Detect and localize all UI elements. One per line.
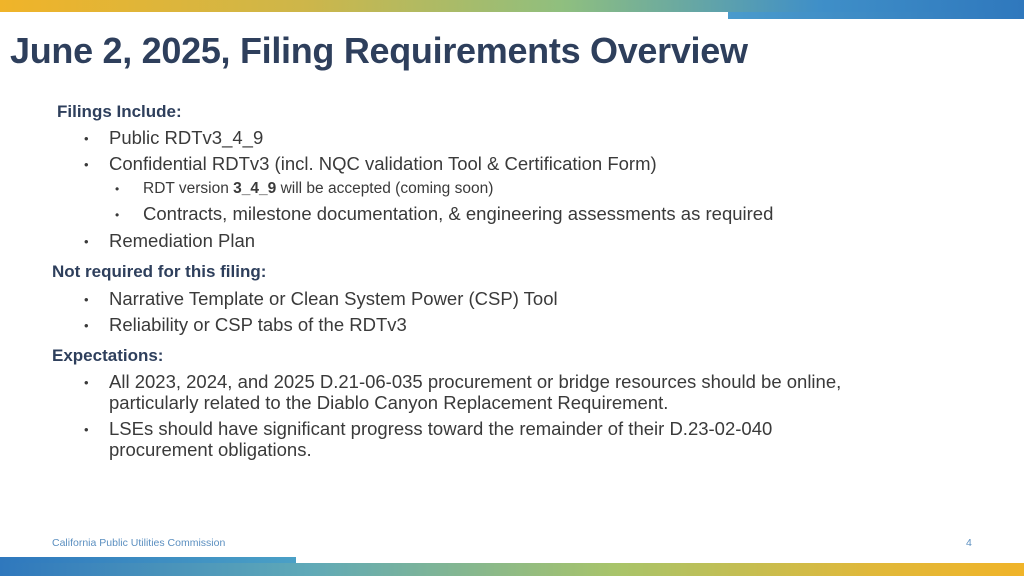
top-band-gap xyxy=(0,12,728,19)
rdt-version-suffix: will be accepted (coming soon) xyxy=(276,180,494,197)
filings-include-heading: Filings Include: xyxy=(57,102,182,121)
rdt-version-number: 3_4_9 xyxy=(233,180,277,197)
expectations-heading: Expectations: xyxy=(52,346,164,365)
sub-item-rdt-version xyxy=(143,180,493,198)
rdt-version-prefix: RDT version xyxy=(143,180,234,197)
not-required-heading: Not required for this filing: xyxy=(52,262,267,281)
footer-organization: California Public Utilities Commission xyxy=(52,537,226,549)
slide-title: June 2, 2025, Filing Requirements Overview xyxy=(10,30,748,71)
bullet-marker: • xyxy=(84,234,89,249)
sub-bullet-marker: • xyxy=(115,182,120,196)
bullet-marker: • xyxy=(84,131,89,146)
not-required-item-narrative: Narrative Template or Clean System Power (CSP) Tool xyxy=(109,288,558,309)
expectation-item-2-line-1: LSEs should have significant progress toward the remainder of their D.23-02-040 xyxy=(109,418,773,439)
expectation-item-2-line-2: procurement obligations. xyxy=(109,439,312,460)
bullet-marker: • xyxy=(84,318,89,333)
sub-item-contracts: Contracts, milestone documentation, & engineering assessments as required xyxy=(143,203,774,224)
not-required-item-reliability: Reliability or CSP tabs of the RDTv3 xyxy=(109,314,407,335)
bullet-marker: • xyxy=(84,422,89,437)
bullet-marker: • xyxy=(84,157,89,172)
filing-item-confidential-rdt: Confidential RDTv3 (incl. NQC validation Tool & Certification Form) xyxy=(109,153,657,174)
bullet-marker: • xyxy=(84,375,89,390)
bullet-marker: • xyxy=(84,292,89,307)
sub-bullet-marker: • xyxy=(115,208,120,222)
filing-item-remediation: Remediation Plan xyxy=(109,230,256,251)
bottom-gradient-band xyxy=(0,563,1024,576)
filing-item-public-rdt: Public RDTv3_4_9 xyxy=(109,127,264,148)
page-number: 4 xyxy=(966,537,972,549)
expectation-item-1-line-2: particularly related to the Diablo Canyon Replacement Requirement. xyxy=(109,392,669,413)
expectation-item-1-line-1: All 2023, 2024, and 2025 D.21-06-035 procurement or bridge resources should be online, xyxy=(109,371,842,392)
top-gradient-band xyxy=(0,0,1024,12)
top-band-accent xyxy=(728,12,1024,19)
